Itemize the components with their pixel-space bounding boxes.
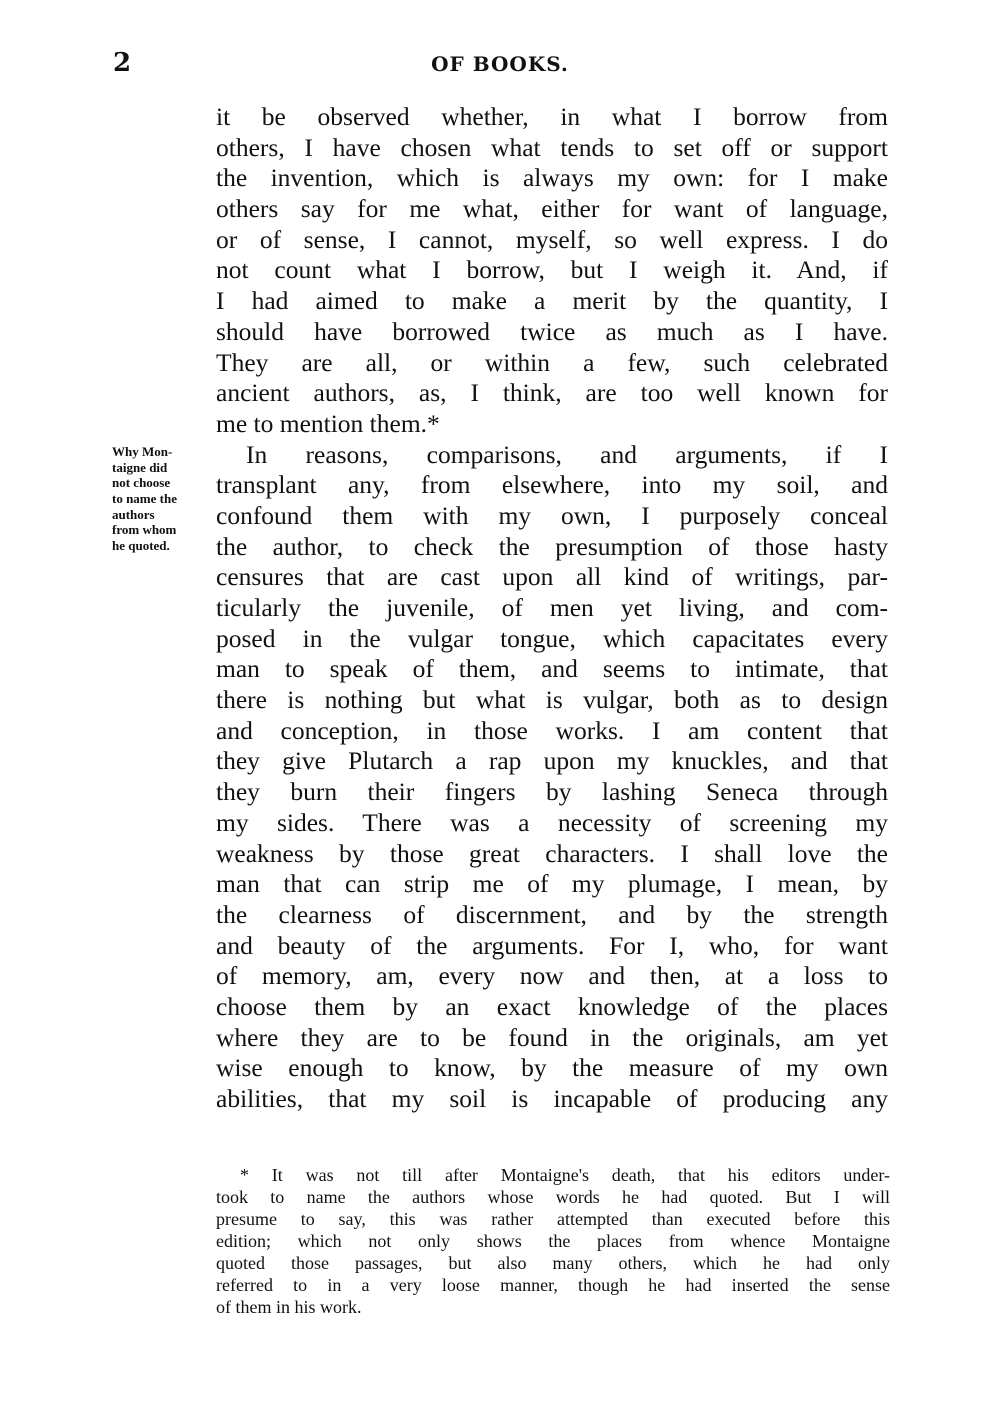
footnote-line: presume to say, this was rather attempted than executed before this — [216, 1209, 890, 1229]
text-line: and beauty of the arguments. For I, who, for want — [216, 930, 888, 960]
text-line: abilities, that my soil is incapable of producing any — [216, 1084, 888, 1113]
text-line: there is nothing but what is vulgar, both as to design — [216, 685, 888, 715]
text-line: not count what I borrow, but I weigh it. And, if — [216, 255, 888, 285]
marginal-note-line: authors — [112, 506, 155, 522]
marginal-note-line: from whom — [112, 522, 177, 538]
text-line: confound them with my own, I purposely conceal — [216, 500, 888, 530]
paragraph-start-line: In reasons, comparisons, and arguments, if I — [246, 439, 888, 469]
text-line: of memory, am, every now and then, at a loss to — [216, 961, 888, 991]
text-line: it be observed whether, in what I borrow from — [216, 102, 888, 131]
text-line: or of sense, I cannot, myself, so well express. I do — [216, 224, 888, 254]
text-line: should have borrowed twice as much as I have. — [216, 316, 888, 346]
page-header — [0, 48, 1000, 82]
marginal-note — [112, 444, 210, 554]
text-line: posed in the vulgar tongue, which capacitates every — [216, 623, 888, 653]
text-line: man that can strip me of my plumage, I mean, by — [216, 869, 888, 899]
marginal-note-line: Why Mon- — [112, 444, 173, 459]
text-line: ancient authors, as, I think, are too well known for — [216, 378, 888, 408]
body-text — [216, 102, 888, 1115]
marginal-note-line: he quoted. — [112, 538, 170, 554]
text-line: my sides. There was a necessity of screening my — [216, 807, 888, 837]
text-line: They are all, or within a few, such celebrated — [216, 347, 888, 377]
text-line: I had aimed to make a merit by the quantity, I — [216, 286, 888, 316]
text-line: others, I have chosen what tends to set off or support — [216, 132, 888, 162]
footnote-line: of them in his work. — [216, 1297, 362, 1317]
footnote-line: took to name the authors whose words he had quoted. But I will — [216, 1187, 890, 1207]
text-line: transplant any, from elsewhere, into my soil, and — [216, 470, 888, 500]
footnote-line: edition; which not only shows the places from whence Montaigne — [216, 1231, 890, 1251]
text-line: where they are to be found in the originals, am yet — [216, 1022, 888, 1052]
running-title: OF BOOKS. — [431, 52, 569, 76]
page-number: 2 — [113, 48, 132, 78]
marginal-note-line: not choose — [112, 475, 171, 491]
marginal-note-line: to name the — [112, 491, 177, 507]
text-line: censures that are cast upon all kind of writings, par- — [216, 562, 888, 592]
marginal-note-line: taigne did — [112, 459, 168, 475]
text-line: ticularly the juvenile, of men yet living, and com- — [216, 593, 888, 622]
text-line: wise enough to know, by the measure of my own — [216, 1053, 888, 1083]
text-line: and conception, in those works. I am content that — [216, 715, 888, 745]
footnote — [216, 1164, 890, 1318]
text-line: they give Plutarch a rap upon my knuckles, and that — [216, 746, 888, 776]
text-line: others say for me what, either for want of language, — [216, 194, 888, 224]
text-line: the invention, which is always my own: for I make — [216, 163, 888, 193]
text-line: me to mention them.* — [216, 408, 440, 438]
footnote-line: quoted those passages, but also many others, which he had only — [216, 1253, 890, 1273]
text-line: the clearness of discernment, and by the strength — [216, 899, 888, 929]
footnote-line: * It was not till after Montaigne's death, that his editors under- — [240, 1165, 890, 1185]
footnote-line: referred to in a very loose manner, though he had inserted the sense — [216, 1275, 890, 1295]
text-line: weakness by those great characters. I shall love the — [216, 838, 888, 868]
text-line: they burn their fingers by lashing Seneca through — [216, 777, 888, 807]
text-line: choose them by an exact knowledge of the places — [216, 991, 888, 1021]
text-line: the author, to check the presumption of those hasty — [216, 531, 888, 561]
text-line: man to speak of them, and seems to intimate, that — [216, 654, 888, 684]
